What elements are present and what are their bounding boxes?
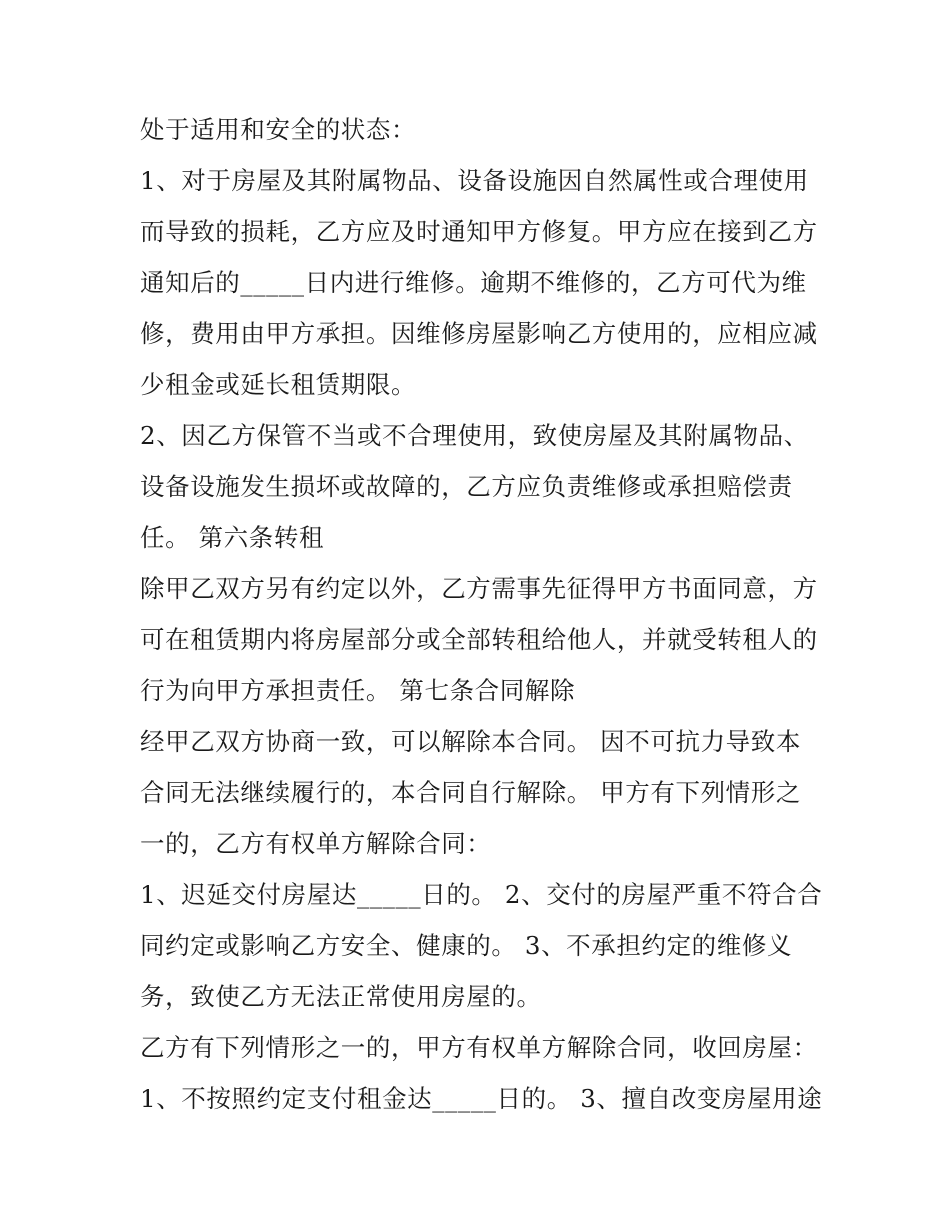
text-line: 修，费用由甲方承担。因维修房屋影响乙方使用的，应相应减 <box>140 319 818 348</box>
text-line: 少租金或延长租赁期限。 <box>140 370 417 399</box>
text-line: 一的，乙方有权单方解除合同： <box>140 829 492 858</box>
text-line: 1、对于房屋及其附属物品、设备设施因自然属性或合理使用 <box>140 166 809 195</box>
text-line: 经甲乙双方协商一致，可以解除本合同。 因不可抗力导致本 <box>140 727 801 756</box>
text-line: 1、迟延交付房屋达_____日的。 2、交付的房屋严重不符合合 <box>140 880 823 909</box>
text-line: 务，致使乙方无法正常使用房屋的。 <box>140 982 542 1011</box>
text-line: 合同无法继续履行的，本合同自行解除。 甲方有下列情形之 <box>140 778 801 807</box>
text-line: 1、不按照约定支付租金达_____日的。 3、擅自改变房屋用途 <box>140 1084 823 1113</box>
text-line: 任。 第六条转租 <box>140 523 325 552</box>
text-line: 2、因乙方保管不当或不合理使用，致使房屋及其附属物品、 <box>140 421 809 450</box>
text-line: 可在租赁期内将房屋部分或全部转租给他人，并就受转租人的 <box>140 625 818 654</box>
text-line: 设备设施发生损坏或故障的，乙方应负责维修或承担赔偿责 <box>140 472 793 501</box>
text-line: 通知后的_____日内进行维修。逾期不维修的，乙方可代为维 <box>140 268 807 297</box>
text-line: 行为向甲方承担责任。 第七条合同解除 <box>140 676 576 705</box>
text-line: 处于适用和安全的状态： <box>140 115 417 144</box>
document-body <box>140 104 823 1124</box>
text-line: 除甲乙双方另有约定以外，乙方需事先征得甲方书面同意，方 <box>140 574 818 603</box>
text-line: 乙方有下列情形之一的，甲方有权单方解除合同，收回房屋： <box>140 1033 818 1062</box>
text-line: 而导致的损耗，乙方应及时通知甲方修复。甲方应在接到乙方 <box>140 217 818 246</box>
text-line: 同约定或影响乙方安全、健康的。 3、不承担约定的维修义 <box>140 931 793 960</box>
